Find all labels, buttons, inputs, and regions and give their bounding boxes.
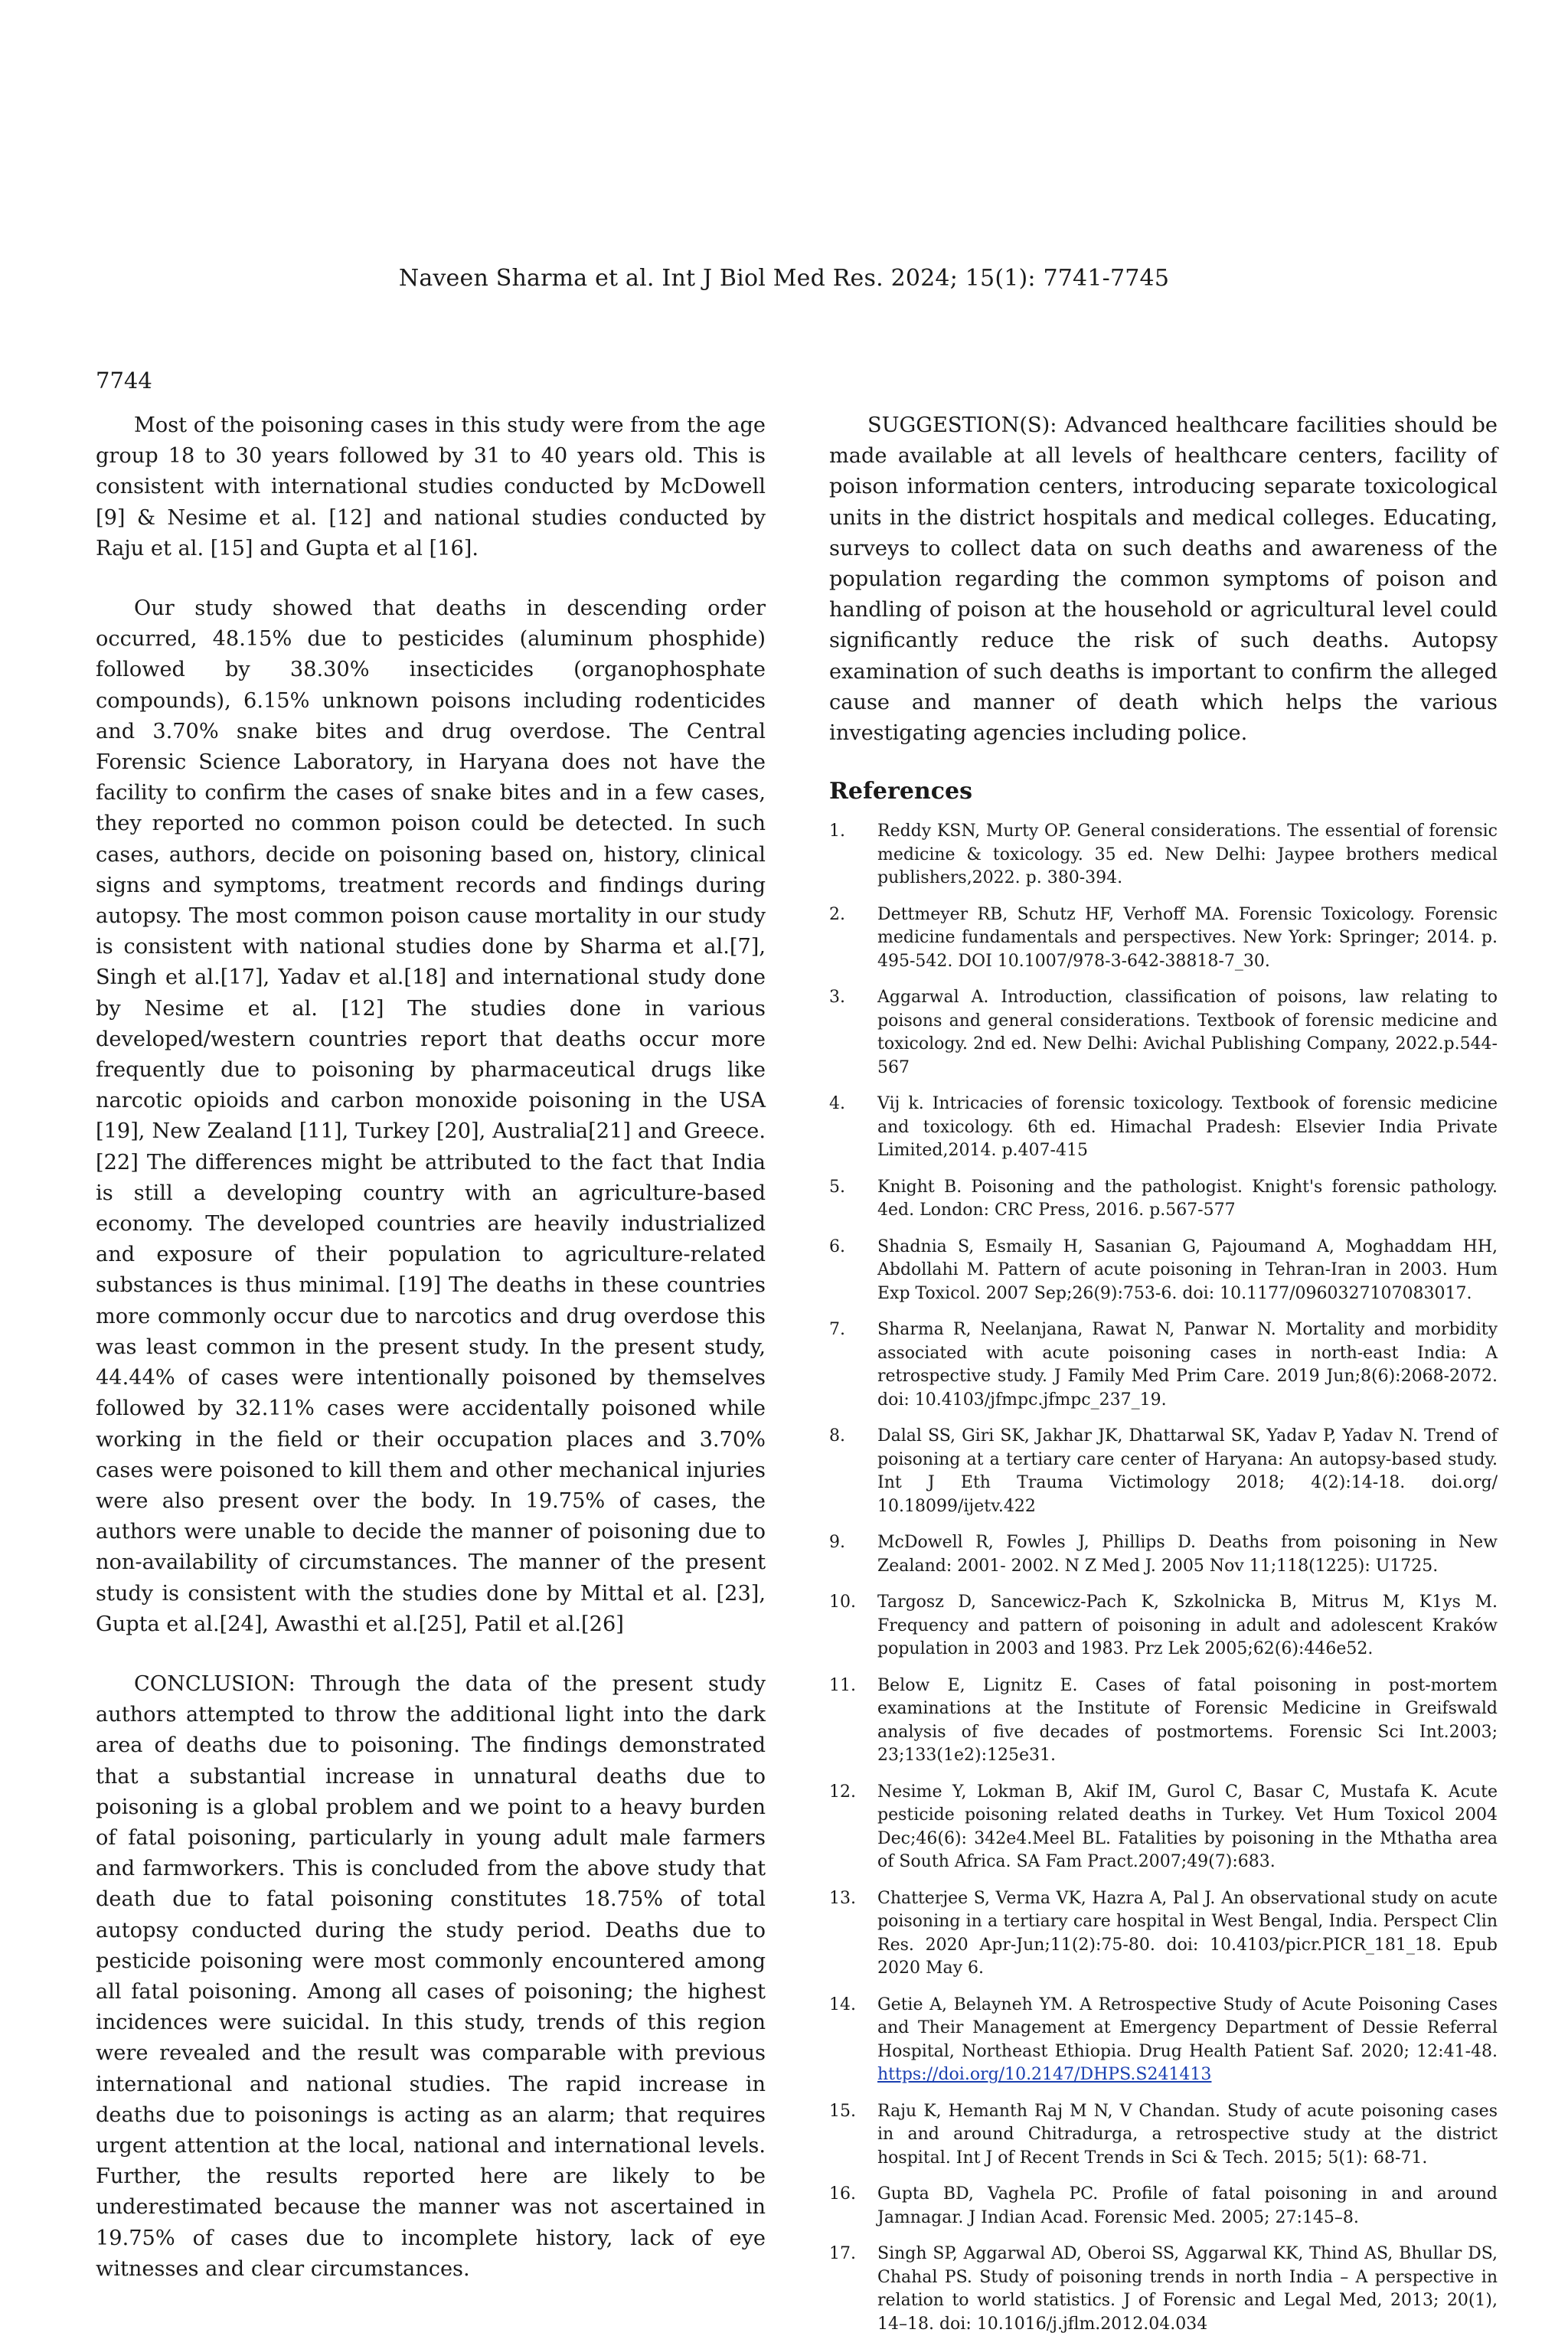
reference-text: Singh SP, Aggarwal AD, Oberoi SS, Aggarwal KK, Thind AS, Bhullar DS, Chahal PS. Study of poisoning trends in north India – A perspective in relation to world statistics. J of Forensic and Legal Med, 2013; 20(1), 14–18. doi: 10.1016/j.jflm.2012.04.034: [877, 2244, 1498, 2334]
reference-item: [829, 1318, 1498, 1412]
reference-text: Vij k. Intricacies of forensic toxicology. Textbook of forensic medicine and toxicology. 6th ed. Himachal Pradesh: Elsevier India Private Limited,2014. p.407-415: [877, 1094, 1498, 1161]
reference-number: 11.: [829, 1675, 856, 1695]
reference-number: 16.: [829, 2184, 856, 2204]
reference-text: Dalal SS, Giri SK, Jakhar JK, Dhattarwal SK, Yadav P, Yadav N. Trend of poisoning at a tertiary care center of Haryana: An autopsy-based study. Int J Eth Trauma Victimology 2018; 4(2):14-18. doi.org/ 10.18099/ijetv.422: [877, 1426, 1498, 1516]
reference-text-wrap: [877, 1887, 1498, 1981]
reference-number: 15.: [829, 2101, 856, 2121]
reference-item: [829, 1176, 1498, 1223]
reference-number: 2.: [829, 904, 845, 924]
left-column: [96, 410, 766, 2314]
reference-text: Aggarwal A. Introduction, classification of poisons, law relating to poisons and general considerations. Textbook of forensic medicine and toxicology. 2nd ed. New Delhi: Avichal Publishing Company, 2022.p.544-567: [877, 988, 1498, 1077]
paragraph-discussion: Our study showed that deaths in descending order occurred, 48.15% due to pesticides (aluminum phosphide) followed by 38.30% insecticides (organophosphate compounds), 6.15% unknown poisons including rodenticides and 3.70% snake bites and drug overdose. The Central Forensic Science Laboratory, in Haryana does not have the facility to confirm the cases of snake bites and in a few cases, they reported no common poison could be detected. In such cases, authors, decide on poisoning based on, history, clinical signs and symptoms, treatment records and findings during autopsy. The most common poison cause mortality in our study is consistent with national studies done by Sharma et al.[7], Singh et al.[17], Yadav et al.[18] and international study done by Nesime et al. [12] The studies done in various developed/western countries report that deaths occur more frequently due to poisoning by pharmaceutical drugs like narcotic opioids and carbon monoxide poisoning in the USA [19], New Zealand [11], Turkey [20], Australia[21] and Greece.[22] The differences might be attributed to the fact that India is still a developing country with an agriculture-based economy. The developed countries are heavily industrialized and exposure of their population to agriculture-related substances is thus minimal. [19] The deaths in these countries more commonly occur due to narcotics and drug overdose this was least common in the present study. In the present study, 44.44% of cases were intentionally poisoned by themselves followed by 32.11% cases were accidentally poisoned while working in the field or their occupation places and 3.70% cases were poisoned to kill them and other mechanical injuries were also present over the body. In 19.75% of cases, the authors were unable to decide the manner of poisoning due to non-availability of circumstances. The manner of the present study is consistent with the studies done by Mittal et al. [23], Gupta et al.[24], Awasthi et al.[25], Patil et al.[26]: [96, 596, 766, 1636]
reference-item: [829, 2100, 1498, 2171]
reference-text: McDowell R, Fowles J, Phillips D. Deaths from poisoning in New Zealand: 2001- 2002. N Z Med J. 2005 Nov 11;118(1225): U1725.: [877, 1533, 1498, 1576]
paragraph-conclusion: CONCLUSION: Through the data of the present study authors attempted to throw the additional light into the dark area of deaths due to poisoning. The findings demonstrated that a substantial increase in unnatural deaths due to poisoning is a global problem and we point to a heavy burden of fatal poisoning, particularly in young adult male farmers and farmworkers. This is concluded from the above study that death due to fatal poisoning constitutes 18.75% of total autopsy conducted during the study period. Deaths due to pesticide poisoning were most commonly encountered among all fatal poisoning. Among all cases of poisoning; the highest incidences were suicidal. In this study, trends of this region were revealed and the result was comparable with previous international and national studies. The rapid increase in deaths due to poisonings is acting as an alarm; that requires urgent attention at the local, national and international levels. Further, the results reported here are likely to be underestimated because the manner was not ascertained in 19.75% of cases due to incomplete history, lack of eye witnesses and clear circumstances.: [96, 1671, 766, 2281]
reference-item: [829, 1236, 1498, 1306]
reference-number: 3.: [829, 988, 845, 1008]
reference-number: 6.: [829, 1237, 845, 1256]
references-heading: References: [829, 778, 972, 805]
reference-text: Nesime Y, Lokman B, Akif IM, Gurol C, Basar C, Mustafa K. Acute pesticide poisoning related deaths in Turkey. Vet Hum Toxicol 2004 Dec;46(6): 342e4.Meel BL. Fatalities by poisoning in the Mthatha area of South Africa. SA Fam Pract.2007;49(7):683.: [877, 1782, 1498, 1872]
reference-text-wrap: [877, 1674, 1498, 1768]
reference-number: 9.: [829, 1533, 845, 1553]
reference-item: [829, 820, 1498, 890]
reference-item: [829, 1425, 1498, 1518]
reference-text-wrap: [877, 1176, 1498, 1223]
reference-text-wrap: [877, 1781, 1498, 1874]
reference-text: Dettmeyer RB, Schutz HF, Verhoff MA. Forensic Toxicology. Forensic medicine fundamentals and perspectives. New York: Springer; 2014. p. 495-542. DOI 10.1007/978-3-642-38818-7_30.: [877, 904, 1498, 971]
reference-text: Targosz D, Sancewicz-Pach K, Szkolnicka B, Mitrus M, K1ys M. Frequency and pattern of poisoning in adult and adolescent Kraków population in 2003 and 1983. Prz Lek 2005;62(6):446e52.: [877, 1593, 1498, 1659]
reference-item: [829, 986, 1498, 1080]
reference-number: 14.: [829, 1995, 856, 2014]
reference-text-wrap: [877, 903, 1498, 974]
reference-text: Shadnia S, Esmaily H, Sasanian G, Pajoumand A, Moghaddam HH, Abdollahi M. Pattern of acute poisoning in Tehran-Iran in 2003. Hum Exp Toxicol. 2007 Sep;26(9):753-6. doi: 10.1177/0960327107083017.: [877, 1237, 1498, 1303]
reference-text-wrap: [877, 986, 1498, 1080]
reference-item: [829, 1887, 1498, 1981]
reference-text-wrap: [877, 820, 1498, 890]
page-number: 7744: [96, 368, 152, 394]
reference-text: Getie A, Belayneh YM. A Retrospective Study of Acute Poisoning Cases and Their Management at Emergency Department of Dessie Referral Hospital, Northeast Ethiopia. Drug Health Patient Saf. 2020; 12:41-48.: [877, 1995, 1498, 2061]
reference-text-wrap: [877, 1425, 1498, 1518]
paragraph-age-group: Most of the poisoning cases in this study were from the age group 18 to 30 years followed by 31 to 40 years old. This is consistent with international studies conducted by McDowell [9] & Nesime et al. [12] and national studies conducted by Raju et al. [15] and Gupta et al [16].: [96, 413, 766, 560]
reference-number: 8.: [829, 1426, 845, 1446]
reference-item: [829, 2183, 1498, 2230]
references-list: [829, 820, 1498, 2336]
reference-item: [829, 1591, 1498, 1661]
reference-text: Sharma R, Neelanjana, Rawat N, Panwar N. Mortality and morbidity associated with acute poisoning cases in north-east India: A retrospective study. J Family Med Prim Care. 2019 Jun;8(6):2068-2072. doi: 10.4103/jfmpc.jfmpc_237_19.: [877, 1320, 1498, 1410]
reference-text-wrap: [877, 1591, 1498, 1661]
reference-text-wrap: [877, 2100, 1498, 2171]
reference-number: 13.: [829, 1888, 856, 1908]
reference-item: [829, 1674, 1498, 1768]
running-head: Naveen Sharma et al. Int J Biol Med Res. 2024; 15(1): 7741-7745: [398, 265, 1170, 292]
reference-item: [829, 1093, 1498, 1163]
right-column: [829, 410, 1498, 2349]
reference-text-wrap: [877, 1318, 1498, 1412]
reference-text-wrap: [877, 1994, 1498, 2087]
reference-text: Knight B. Poisoning and the pathologist. Knight's forensic pathology. 4ed. London: CRC Press, 2016. p.567-577: [877, 1177, 1498, 1220]
reference-text-wrap: [877, 1531, 1498, 1578]
reference-item: [829, 1994, 1498, 2087]
reference-text: Below E, Lignitz E. Cases of fatal poisoning in post-mortem examinations at the Institute of Forensic Medicine in Greifswald analysis of five decades of postmortems. Forensic Sci Int.2003; 23;133(1e2):125e31.: [877, 1675, 1498, 1766]
reference-text: Gupta BD, Vaghela PC. Profile of fatal poisoning in and around Jamnagar. J Indian Acad. Forensic Med. 2005; 27:145–8.: [877, 2184, 1498, 2227]
reference-item: [829, 2243, 1498, 2336]
reference-number: 4.: [829, 1094, 845, 1114]
reference-text: Chatterjee S, Verma VK, Hazra A, Pal J. An observational study on acute poisoning in a tertiary care hospital in West Bengal, India. Perspect Clin Res. 2020 Apr-Jun;11(2):75-80. doi: 10.4103/picr.PICR_181_18. Epub 2020 May 6.: [877, 1888, 1498, 1978]
reference-number: 5.: [829, 1177, 845, 1197]
reference-text-wrap: [877, 1236, 1498, 1306]
reference-number: 12.: [829, 1782, 856, 1802]
reference-number: 17.: [829, 2244, 856, 2264]
reference-doi-link[interactable]: https://doi.org/10.2147/DHPS.S241413: [877, 2065, 1212, 2085]
reference-number: 10.: [829, 1593, 856, 1612]
reference-number: 1.: [829, 822, 845, 841]
reference-text: Raju K, Hemanth Raj M N, V Chandan. Study of acute poisoning cases in and around Chitradurga, a retrospective study at the district hospital. Int J of Recent Trends in Sci & Tech. 2015; 5(1): 68-71.: [877, 2101, 1498, 2168]
reference-text: Reddy KSN, Murty OP. General considerations. The essential of forensic medicine & toxicology. 35 ed. New Delhi: Jaypee brothers medical publishers,2022. p. 380-394.: [877, 822, 1498, 888]
reference-number: 7.: [829, 1320, 845, 1340]
reference-text-wrap: [877, 1093, 1498, 1163]
reference-item: [829, 1531, 1498, 1578]
reference-item: [829, 1781, 1498, 1874]
reference-item: [829, 903, 1498, 974]
paragraph-suggestion: SUGGESTION(S): Advanced healthcare facilities should be made available at all levels of healthcare centers, facility of poison information centers, introducing separate toxicological units in the district hospitals and medical colleges. Educating, surveys to collect data on such deaths and awareness of the population regarding the common symptoms of poison and handling of poison at the household or agricultural level could significantly reduce the risk of such deaths. Autopsy examination of such deaths is important to confirm the alleged cause and manner of death which helps the various investigating agencies including police.: [829, 413, 1498, 746]
reference-text-wrap: [877, 2183, 1498, 2230]
reference-text-wrap: [877, 2243, 1498, 2336]
